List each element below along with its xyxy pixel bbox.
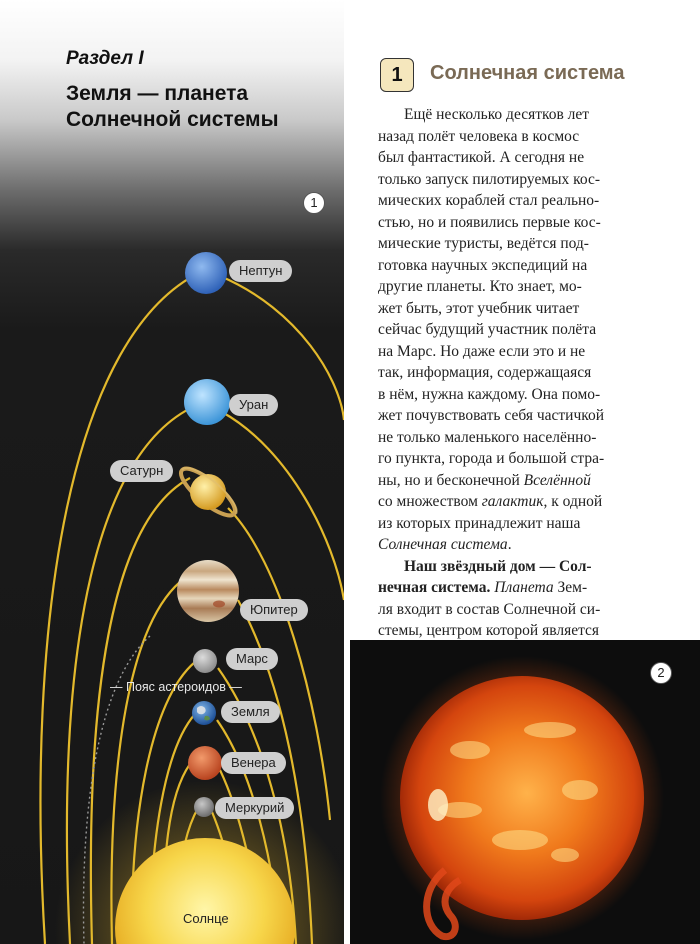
body-line	[378, 491, 698, 513]
body-line: назад полёт человека в космос	[378, 127, 580, 145]
body-line	[378, 577, 698, 599]
label-neptune: Нептун	[229, 260, 292, 282]
body-line: стью, но и появились первые кос-	[378, 213, 601, 231]
mars-icon	[193, 649, 217, 673]
term-galaxies: галактик	[481, 493, 544, 510]
venus-icon	[188, 746, 222, 780]
body-line: так, информация, содержащаяся	[378, 364, 592, 381]
label-mercury: Меркурий	[215, 797, 294, 819]
body-line: мические туристы, ведётся под-	[378, 235, 589, 252]
paragraph-heading: Наш звёздный дом — Сол-	[404, 557, 592, 575]
body-text	[378, 104, 698, 642]
label-earth: Земля	[221, 701, 280, 723]
body-line: ля входит в состав Солнечной си-	[378, 600, 601, 618]
body-line: только запуск пилотируемых кос-	[378, 170, 601, 188]
sun-photo-image	[350, 640, 700, 944]
body-line: жет почувствовать себя частичкой	[378, 407, 605, 424]
body-line: из которых принадлежит наша	[378, 514, 581, 532]
label-sun: Солнце	[183, 911, 229, 926]
body-text-span: со множеством	[378, 493, 482, 510]
figure-2-number: 2	[650, 662, 672, 684]
asteroid-belt-label: — Пояс астероидов —	[110, 680, 242, 694]
figure-1-number: 1	[303, 192, 325, 214]
section-title-line1: Земля — планета	[66, 82, 249, 105]
term-solar-system: Солнечная система	[378, 536, 508, 553]
body-line: сейчас будущий участник полёта	[378, 321, 597, 338]
saturn-icon	[175, 462, 241, 523]
label-uranus: Уран	[229, 394, 278, 416]
body-text-span: ны, но и бесконечной	[378, 471, 524, 489]
section-label: Раздел I	[66, 48, 144, 69]
uranus-icon	[184, 379, 230, 425]
orbit-uranus-right	[222, 412, 344, 600]
body-line: другие планеты. Кто знает, мо-	[378, 278, 582, 295]
mercury-icon	[194, 797, 214, 817]
sun-photo	[350, 640, 700, 944]
body-line: мических кораблей стал реально-	[378, 192, 600, 209]
body-line: на Марс. Но даже если это и не	[378, 342, 586, 360]
section-title-line2: Солнечной системы	[66, 108, 279, 131]
body-line: в нём, нужна каждому. Она помо-	[378, 385, 601, 403]
term-universe: Вселённой	[523, 471, 591, 489]
term-planet: Планета	[494, 579, 554, 596]
text-column	[350, 0, 700, 640]
body-line: не только маленького населённо-	[378, 428, 597, 446]
solar-system-figure	[0, 0, 344, 944]
body-line	[378, 556, 698, 578]
body-text-span: Зем-	[553, 579, 588, 596]
body-line: стемы, центром которой является	[378, 622, 600, 639]
body-line: жет быть, этот учебник читает	[378, 299, 580, 317]
label-jupiter: Юпитер	[240, 599, 308, 621]
body-line: готовка научных экспедиций на	[378, 256, 588, 274]
body-line	[378, 534, 698, 556]
jupiter-icon	[177, 560, 239, 622]
label-venus: Венера	[221, 752, 286, 774]
label-mars: Марс	[226, 648, 278, 670]
earth-icon	[192, 701, 216, 725]
label-saturn: Сатурн	[110, 460, 173, 482]
chapter-title: Солнечная система	[430, 62, 625, 84]
body-line: Ещё несколько десятков лет	[404, 106, 590, 123]
body-line: был фантастикой. А сегодня не	[378, 149, 585, 166]
neptune-icon	[185, 252, 227, 294]
body-line: го пункта, города и большой стра-	[378, 450, 605, 467]
chapter-number: 1	[380, 58, 414, 92]
body-text-span: , к одной	[543, 493, 603, 510]
body-line	[378, 470, 698, 492]
body-text-span: .	[507, 536, 512, 553]
paragraph-heading-cont: нечная система.	[378, 579, 491, 596]
